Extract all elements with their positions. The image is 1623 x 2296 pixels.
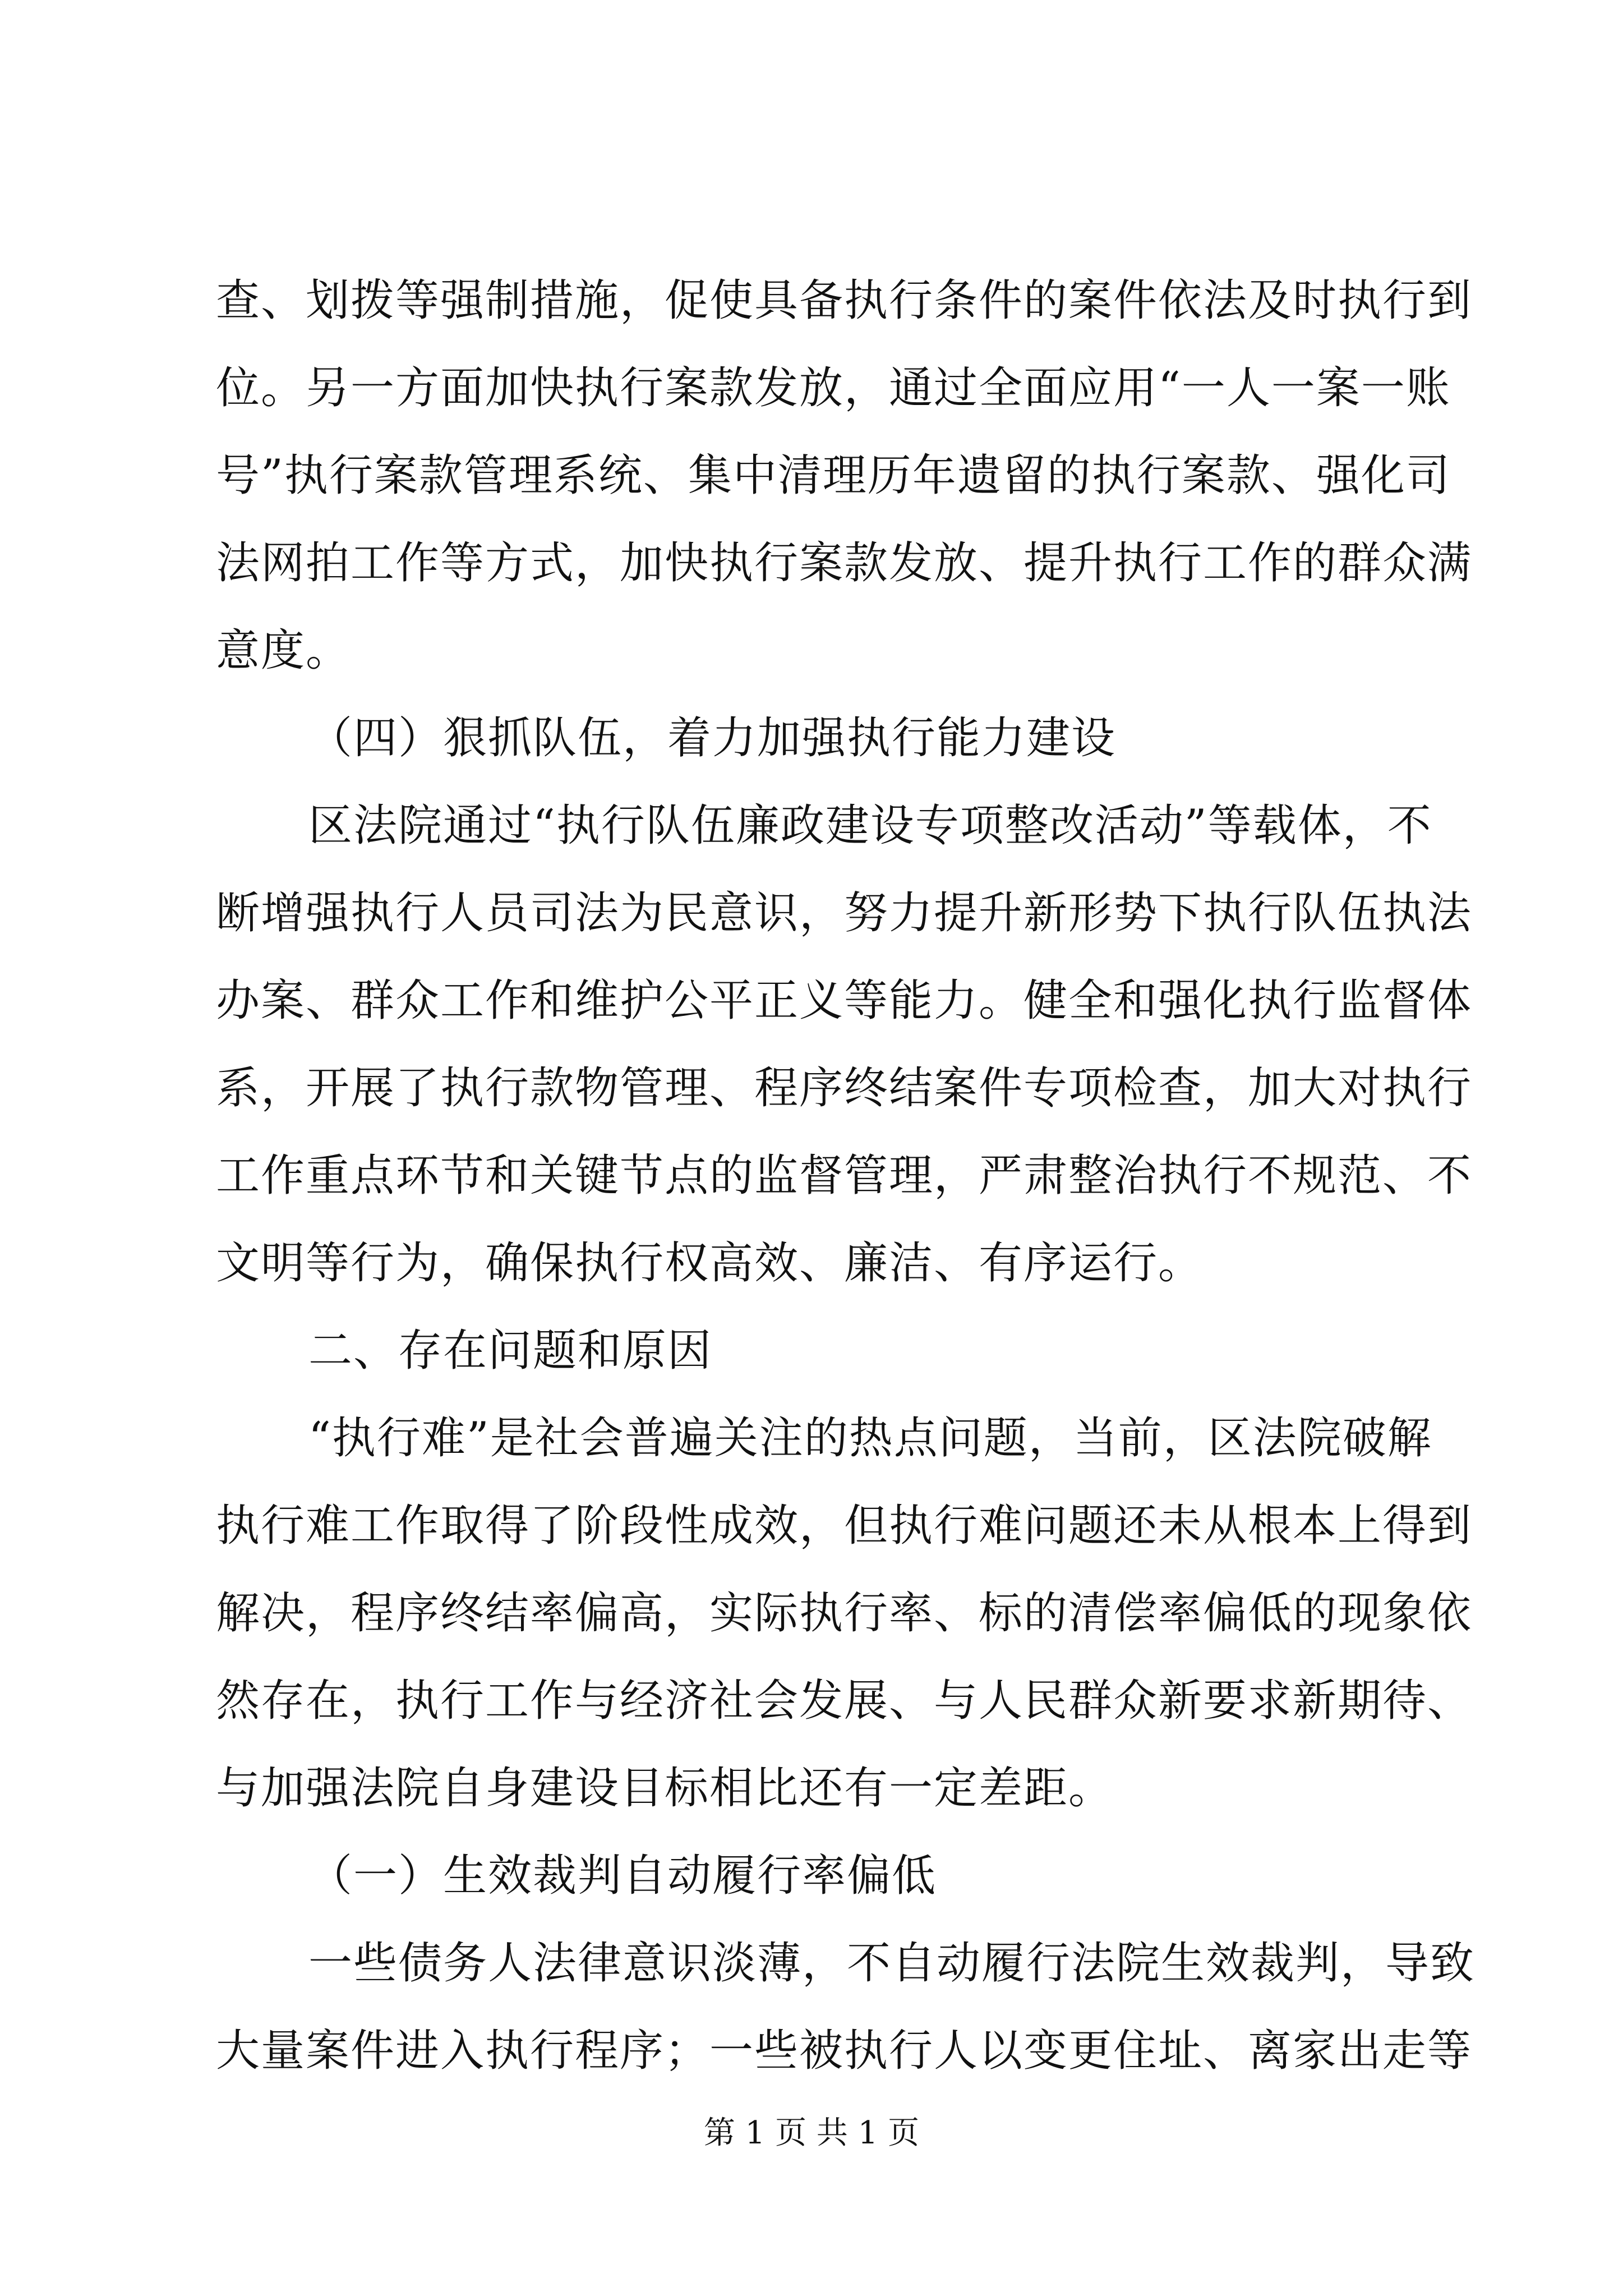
- text-line: 号”执行案款管理系统、集中清理历年遗留的执行案款、强化司: [216, 450, 1451, 501]
- section-heading: （一）生效裁判自动履行率偏低: [308, 1851, 937, 1901]
- text-line: 工作重点环节和关键节点的监督管理，严肃整治执行不规范、不: [216, 1151, 1473, 1201]
- paragraph-start-line: 一些债务人法律意识淡薄，不自动履行法院生效裁判，导致: [308, 1938, 1476, 1989]
- page-footer: 第 1 页 共 1 页: [703, 2115, 920, 2151]
- paragraph-start-line: “执行难”是社会普遍关注的热点问题，当前，区法院破解: [308, 1413, 1432, 1464]
- section-heading: （四）狠抓队伍，着力加强执行能力建设: [308, 713, 1117, 763]
- text-line: 与加强法院自身建设目标相比还有一定差距。: [216, 1763, 1114, 1814]
- text-line: 执行难工作取得了阶段性成效，但执行难问题还未从根本上得到: [216, 1501, 1473, 1551]
- text-line: 系，开展了执行款物管理、程序终结案件专项检查，加大对执行: [216, 1063, 1473, 1114]
- text-line: 断增强执行人员司法为民意识，努力提升新形势下执行队伍执法: [216, 888, 1473, 938]
- document-body: [216, 257, 1476, 2095]
- text-line: 然存在，执行工作与经济社会发展、与人民群众新要求新期待、: [216, 1676, 1473, 1726]
- text-line: 大量案件进入执行程序；一些被执行人以变更住址、离家出走等: [216, 2026, 1473, 2076]
- paragraph-start-line: 区法院通过“执行队伍廉政建设专项整改活动”等载体，不: [308, 800, 1432, 851]
- text-line: 解决，程序终结率偏高，实际执行率、标的清偿率偏低的现象依: [216, 1588, 1473, 1639]
- text-line: 意度。: [216, 625, 351, 676]
- text-line: 文明等行为，确保执行权高效、廉洁、有序运行。: [216, 1238, 1204, 1289]
- text-line: 办案、群众工作和维护公平正义等能力。健全和强化执行监督体: [216, 976, 1473, 1026]
- text-line: 位。另一方面加快执行案款发放，通过全面应用“一人一案一账: [216, 363, 1451, 413]
- section-heading: 二、存在问题和原因: [308, 1326, 713, 1376]
- text-line: 法网拍工作等方式，加快执行案款发放、提升执行工作的群众满: [216, 538, 1473, 588]
- text-line: 查、划拨等强制措施，促使具备执行条件的案件依法及时执行到: [216, 275, 1473, 326]
